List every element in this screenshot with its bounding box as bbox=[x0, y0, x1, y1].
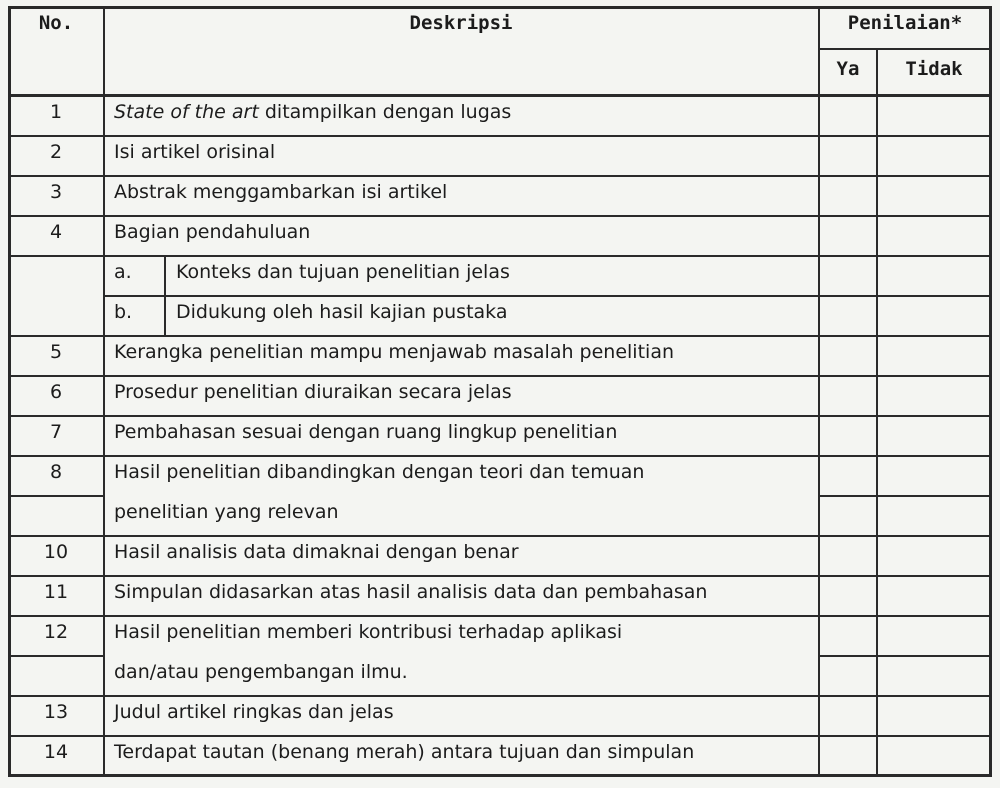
row-number: 8 bbox=[49, 461, 63, 483]
row-line bbox=[8, 535, 992, 537]
row-description bbox=[114, 101, 511, 123]
row-number: 14 bbox=[43, 741, 69, 763]
row-description: Hasil analisis data dimaknai dengan benar bbox=[114, 541, 519, 563]
row-description: Bagian pendahuluan bbox=[114, 221, 311, 243]
table-border-top bbox=[8, 6, 992, 9]
row-line bbox=[8, 415, 992, 417]
row-description: Prosedur penelitian diuraikan secara jelas bbox=[114, 381, 512, 403]
row-description: Pembahasan sesuai dengan ruang lingkup penelitian bbox=[114, 421, 618, 443]
sub-item-description: Didukung oleh hasil kajian pustaka bbox=[176, 301, 508, 323]
row-line bbox=[8, 175, 992, 177]
row-line bbox=[8, 135, 992, 137]
row-number: 3 bbox=[49, 181, 63, 203]
row-number: 1 bbox=[49, 101, 63, 123]
row-description: Terdapat tautan (benang merah) antara tujuan dan simpulan bbox=[114, 741, 695, 763]
row-description-rest: ditampilkan dengan lugas bbox=[258, 101, 512, 123]
header-tidak: Tidak bbox=[905, 58, 963, 80]
row-line bbox=[103, 295, 992, 297]
row-description: Kerangka penelitian mampu menjawab masalah penelitian bbox=[114, 341, 674, 363]
header-penilaian: Penilaian* bbox=[847, 12, 963, 34]
row-description: Isi artikel orisinal bbox=[114, 141, 276, 163]
header-ya: Ya bbox=[836, 58, 860, 80]
sub-item-description: Konteks dan tujuan penelitian jelas bbox=[176, 261, 510, 283]
row-number: 13 bbox=[43, 701, 69, 723]
row-number: 4 bbox=[49, 221, 63, 243]
col-divider-ya bbox=[876, 48, 878, 777]
row-number: 10 bbox=[43, 541, 69, 563]
row-number: 12 bbox=[43, 621, 69, 643]
row-description-italic: State of the art bbox=[114, 101, 259, 123]
row-description-line2: penelitian yang relevan bbox=[114, 501, 339, 523]
header-divider-penilaian bbox=[820, 48, 992, 50]
row-line bbox=[8, 495, 103, 497]
row-description: Hasil penelitian dibandingkan dengan teori dan temuan bbox=[114, 461, 645, 483]
row-line bbox=[8, 655, 103, 657]
row-description: Abstrak menggambarkan isi artikel bbox=[114, 181, 448, 203]
row-description: Hasil penelitian memberi kontribusi terhadap aplikasi bbox=[114, 621, 623, 643]
header-deskripsi: Deskripsi bbox=[409, 12, 513, 34]
row-number: 2 bbox=[49, 141, 63, 163]
row-number: 5 bbox=[49, 341, 63, 363]
col-divider-no bbox=[103, 6, 105, 777]
row-number: 11 bbox=[43, 581, 69, 603]
sub-item-letter: a. bbox=[114, 261, 132, 283]
row-line bbox=[8, 695, 992, 697]
row-line bbox=[8, 335, 992, 337]
row-line bbox=[8, 215, 992, 217]
row-number: 7 bbox=[49, 421, 63, 443]
col-divider-desc bbox=[818, 6, 820, 777]
row-description: Simpulan didasarkan atas hasil analisis data dan pembahasan bbox=[114, 581, 708, 603]
row-description-line2: dan/atau pengembangan ilmu. bbox=[114, 661, 408, 683]
header-border-bottom bbox=[8, 94, 992, 97]
header-no: No. bbox=[38, 12, 74, 34]
sub-item-letter: b. bbox=[114, 301, 133, 323]
table-border-right bbox=[989, 6, 992, 777]
row-line bbox=[818, 495, 992, 497]
row-line bbox=[8, 735, 992, 737]
row-line bbox=[8, 575, 992, 577]
row-line bbox=[8, 375, 992, 377]
row-line bbox=[818, 655, 992, 657]
row-line bbox=[8, 255, 992, 257]
row-description: Judul artikel ringkas dan jelas bbox=[114, 701, 394, 723]
row-line bbox=[8, 615, 992, 617]
row-line bbox=[8, 455, 992, 457]
table-border-bottom bbox=[8, 774, 992, 777]
row-number: 6 bbox=[49, 381, 63, 403]
